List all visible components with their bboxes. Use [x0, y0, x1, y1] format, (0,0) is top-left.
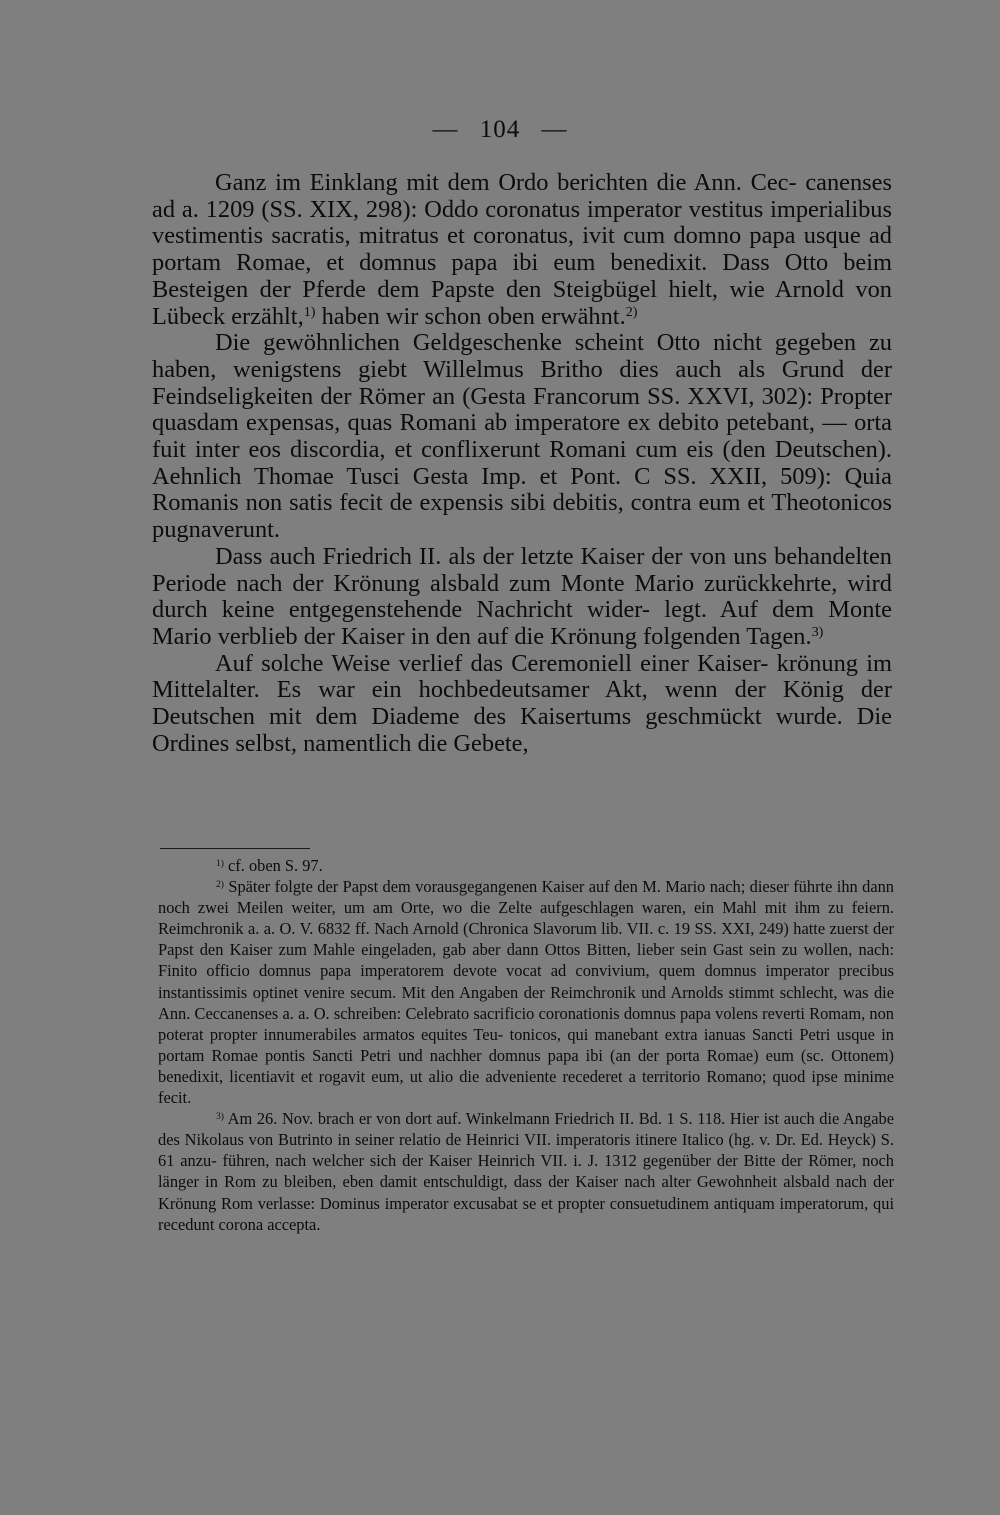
paragraph-text: haben wir schon oben erwähnt.	[315, 302, 626, 330]
footnote-divider	[160, 848, 310, 849]
footnotes	[158, 855, 894, 1235]
paragraph-text: Auf solche Weise verlief das Ceremoniell einer Kaiser- krönung im Mittelalter. Es war ein hochbedeutsamer Akt, wenn der König der Deutschen mit dem Diademe des Kaisertums geschmückt wurde. Die Ordines selbst, namentlich die Gebete,	[152, 649, 892, 757]
paragraph-friedrich-ii	[152, 544, 892, 651]
paragraph-ann-ceccanenses	[152, 170, 892, 330]
footnote-ref-3: 3)	[811, 624, 824, 641]
footnote-text: Am 26. Nov. brach er von dort auf. Winkelmann Friedrich II. Bd. 1 S. 118. Hier ist auch die Angabe des Nikolaus von Butrinto in seiner relatio de Heinrici VII. imperatoris itinere Italico (hg. v. Dr. Ed. Heyck) S. 61 anzu- führen, nach welcher sich der Kaiser Heinrich VII. i. J. 1312 gegenüber der Bitte der Römer, noch länger in Rom zu bleiben, eben damit entschuldigt, dass der Kaiser nach alter Gewohnheit alsbald nach der Krönung Rom verlasse: Dominus imperator excusabat se et propter consuetudinem antiquam imperatorum, qui recedunt corona accepta.	[158, 1109, 894, 1234]
page-number: — 104 —	[432, 116, 568, 143]
main-text	[152, 170, 892, 757]
paragraph-text: Die gewöhnlichen Geldgeschenke scheint Otto nicht gegeben zu haben, wenigstens giebt Willelmus Britho dies auch als Grund der Feindseligkeiten der Römer an (Gesta Francorum SS. XXVI, 302): Propter quasdam expensas, quas Romani ab imperatore ex debito petebant, — orta fuit inter eos discordia, et conflixerunt Romani cum eis (den Deutschen). Aehnlich Thomae Tusci Gesta Imp. et Pont. C SS. XXII, 509): Quia Romanis non satis fecit de expensis sibi debitis, contra eum et Theotonicos pugnaverunt.	[152, 329, 892, 544]
footnote-ref-2: 2)	[625, 303, 638, 320]
footnote-text: Später folgte der Papst dem vorausgegangenen Kaiser auf den M. Mario nach; dieser führte ihn dann noch zwei Meilen weiter, um am Orte, wo die Zelte aufgeschlagen waren, ein Mahl mit ihm zu feiern. Reimchronik a. a. O. V. 6832 ff. Nach Arnold (Chronica Slavorum lib. VII. c. 19 SS. XXI, 249) hatte zuerst der Papst den Kaiser zum Mahle eingeladen, gab aber dann Ottos Bitten, lieber sein Gast sein zu wollen, nach: Finito officio domnus papa imperatorem devote vocat ad convivium, quem domnus imperator precibus instantissimis optinet venire secum. Mit den Angaben der Reimchronik und Arnolds stimmt schlecht, was die Ann. Ceccanenses a. a. O. schreiben: Celebrato sacrificio coronationis domnus papa volens reverti Romam, non poterat propter innumerabiles armatos equites Teu- tonicos, qui manebant extra ianuas Sancti Petri usque in portam Romae pontis Sancti Petri und nachher domnus papa ibi (an der porta Romae) eum (sc. Ottonem) benedixit, licentiavit et rogavit eum, ut alio die adveniente recederet a territorio Romano; quod ipse minime fecit.	[158, 877, 894, 1108]
footnote-marker-1: 1)	[216, 858, 224, 869]
footnote-ref-1: 1)	[303, 303, 316, 320]
paragraph-geldgeschenke	[152, 330, 892, 544]
footnote-marker-3: 3)	[216, 1111, 224, 1122]
footnote-marker-2: 2)	[216, 879, 224, 890]
footnote-2	[158, 876, 894, 1108]
footnote-3	[158, 1108, 894, 1235]
paragraph-text: Dass auch Friedrich II. als der letzte Kaiser der von uns behandelten Periode nach der Krönung alsbald zum Monte Mario zurückkehrte, wird durch keine entgegenstehende Nachricht wider- legt. Auf dem Monte Mario verblieb der Kaiser in den auf die Krönung folgenden Tagen.	[152, 542, 892, 650]
paragraph-ceremoniell	[152, 651, 892, 758]
paragraph-text: Ganz im Einklang mit dem Ordo berichten die Ann. Cec- canenses ad a. 1209 (SS. XIX, 298): Oddo coronatus imperator vestitus imperialibus vestimentis sacratis, mitratus et coronatus, ivit cum domno papa usque ad portam Romae, et domnus papa ibi eum benedixit. Dass Otto beim Besteigen der Pferde dem Papste den Steigbügel hielt, wie Arnold von Lübeck erzählt,	[152, 169, 892, 330]
footnote-text: cf. oben S. 97.	[223, 856, 323, 875]
footnote-1	[158, 855, 894, 876]
